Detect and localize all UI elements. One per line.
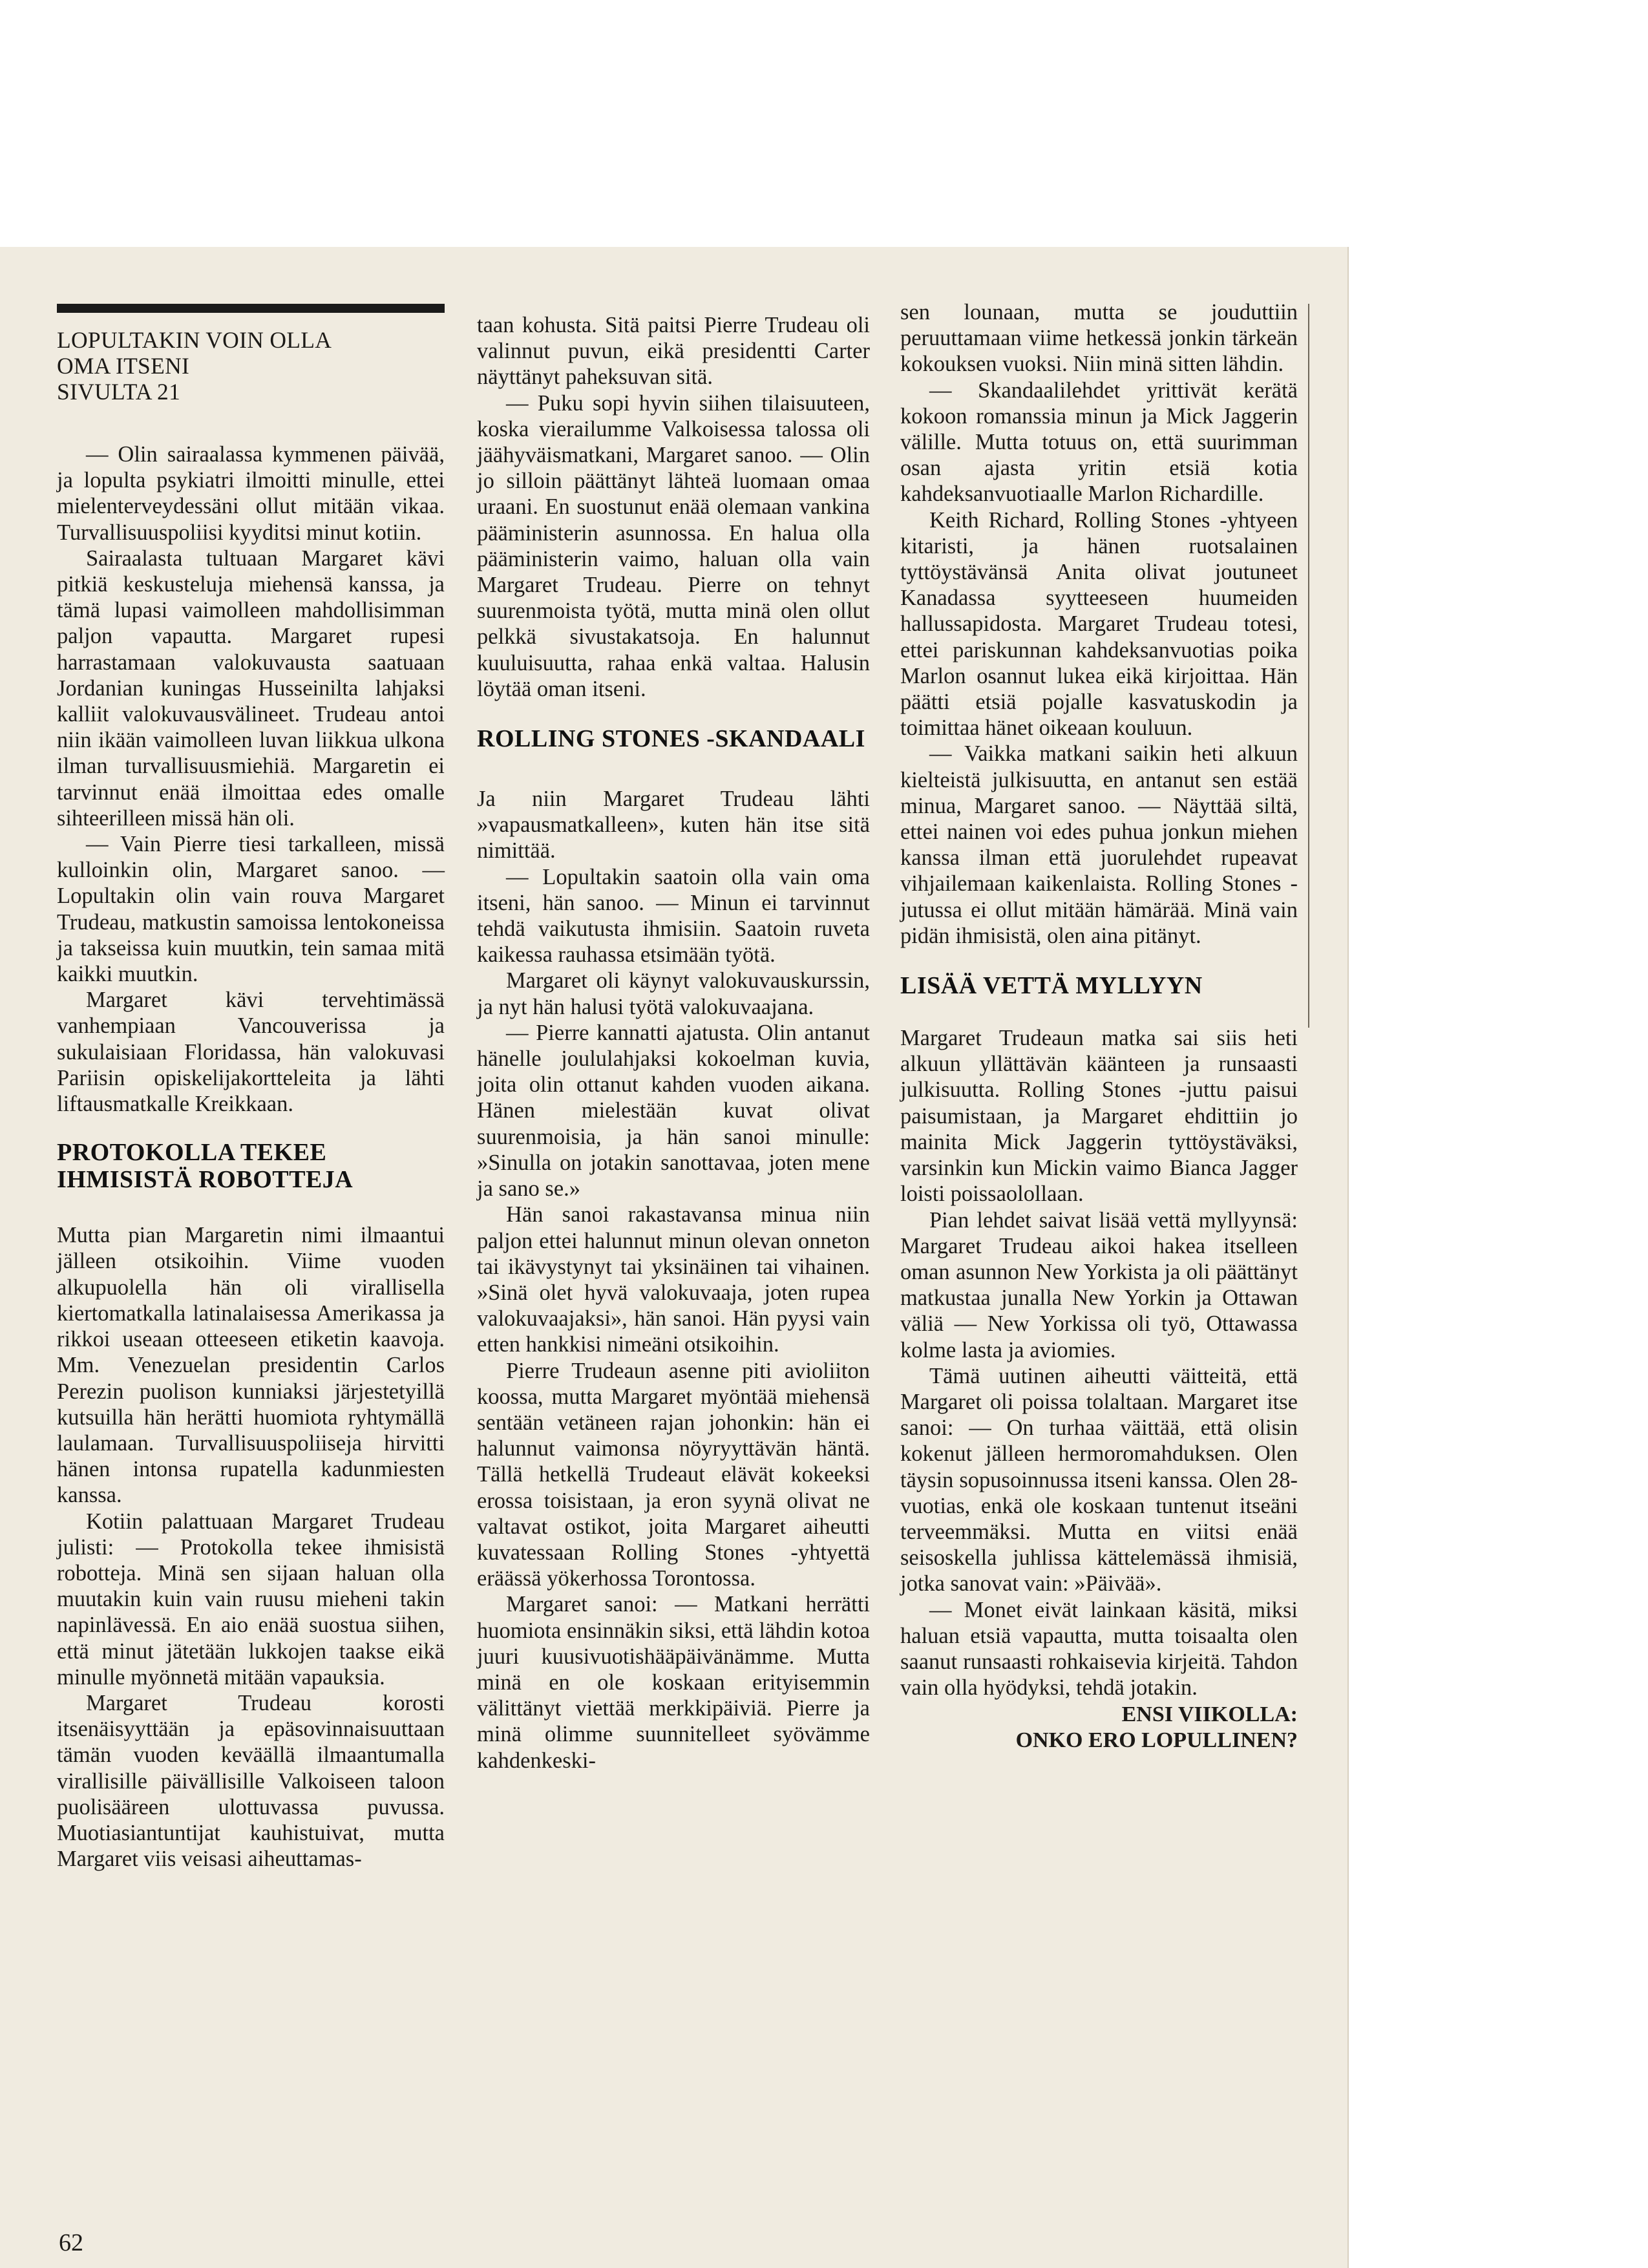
teaser-line: ENSI VIIKOLLA: <box>1121 1702 1298 1727</box>
paragraph: — Vaikka matkani saikin heti alkuun kielteistä julkisuutta, en antanut sen estää minua, Margaret sanoo. — Näyttää siltä, ettei nainen voi edes puhua jonkun miehen kanssa ilman että juorulehdet rupeavat vihjailemaan kaikenlaista. Rolling Stones -jutussa ei ollut mitään hämärää. Minä vain pidän ihmisistä, olen aina pitänyt. <box>900 741 1298 948</box>
continuation-line: SIVULTA 21 <box>57 379 181 405</box>
next-week-teaser <box>900 1702 1298 1754</box>
paragraph: sen lounaan, mutta se jouduttiin peruuttamaan viime hetkessä jonkin tärkeän kokouksen vuoksi. Niin minä sitten lähdin. <box>900 300 1298 377</box>
continuation-line: OMA ITSENI <box>57 353 190 379</box>
paragraph: Pian lehdet saivat lisää vettä myllyynsä: Margaret Trudeau aikoi hakea itselleen oman asunnon New Yorkista ja oli päättänyt matkustaa junalla New Yorkin ja Ottawan väliä — New Yorkissa oli työ, Ottawassa kolme lasta ja aviomies. <box>900 1207 1298 1362</box>
paragraph: Keith Richard, Rolling Stones -yhtyeen kitaristi, ja hänen ruotsalainen tyttöystävänsä Anita olivat joutuneet Kanadassa syytteeseen huumeiden hallussapidosta. Margaret Trudeau totesi, ettei pariskunnan kahdeksanvuotias poika Marlon osannut lukea eikä kirjoittaa. Hän päätti etsiä pojalle kasvatuskodin ja toimittaa hänet oikeaan kouluun. <box>900 507 1298 741</box>
paragraph: Tämä uutinen aiheutti väitteitä, että Margaret oli poissa tolaltaan. Margaret itse sanoi: — On turhaa väittää, että olisin kokenut jälleen hermoromahduksen. Olen täysin sopusoinnussa itseni kanssa. Olen 28-vuotias, enkä ole koskaan tuntenut itseäni terveemmäksi. Mutta en viitsi enää seisoskella juhlissa kättelemässä ihmisiä, jotka sanovat vain: »Päivää». <box>900 1363 1298 1596</box>
paragraph: Sairaalasta tultuaan Margaret kävi pitkiä keskusteluja miehensä kanssa, ja tämä lupasi vaimolleen mahdollisimman paljon vapautta. Margaret rupesi harrastamaan valokuvausta saatuaan Jordanian kuningas Husseinilta lahjaksi kalliit valokuvausvälineet. Trudeau antoi niin ikään vaimolleen luvan liikkua ulkona ilman turvallisuusmiehiä. Margaretin ei tarvinnut enää ilmoittaa edes omalle sihteerilleen missä hän oli. <box>57 546 445 831</box>
paragraph: Margaret Trudeaun matka sai siis heti alkuun yllättävän käänteen ja runsaasti julkisuutta. Rolling Stones -juttu paisui paisumistaan, ja Margaret ehdittiin jo mainita Mick Jaggerin tyttöystäväksi, varsinkin kun Mickin vaimo Bianca Jagger loisti poissaolollaan. <box>900 1026 1298 1207</box>
paragraph: Ja niin Margaret Trudeau lähti »vapausmatkalleen», kuten hän itse sitä nimittää. <box>477 787 870 864</box>
paragraph: — Pierre kannatti ajatusta. Olin antanut hänelle joululahjaksi kokoelman kuvia, joita olin ottanut kahden vuoden aikana. Hänen mielestään kuvat olivat suurenmoisia, ja hän sanoi minulle: »Sinulla on jotakin sanottavaa, joten mene ja sano se.» <box>477 1020 870 1202</box>
paragraph: — Monet eivät lainkaan käsitä, miksi haluan etsiä vapautta, mutta toisaalta olen saanut runsaasti rohkaisevia kirjeitä. Tahdon vain olla hyödyksi, tehdä jotakin. <box>900 1597 1298 1701</box>
top-rule <box>57 304 445 313</box>
paragraph: taan kohusta. Sitä paitsi Pierre Trudeau oli valinnut puvun, eikä presidentti Carter näyttänyt paheksuvan sitä. <box>477 313 870 390</box>
paragraph: Margaret sanoi: — Matkani herrätti huomiota ensinnäkin siksi, että lähdin kotoa juuri kuusivuotishääpäivänämme. Mutta minä en ole koskaan erityisemmin välittänyt viettää merkkipäiviä. Pierre ja minä olimme suunnitelleet syövämme kahdenkeski- <box>477 1592 870 1773</box>
section-heading: LISÄÄ VETTÄ MYLLYYN <box>900 972 1203 1000</box>
continuation-line: LOPULTAKIN VOIN OLLA <box>57 327 332 353</box>
column-3 <box>900 299 1298 1754</box>
paragraph: — Vain Pierre tiesi tarkalleen, missä kulloinkin olin, Margaret sanoo. — Lopultakin olin vain rouva Margaret Trudeau, matkustin samoissa lentokoneissa ja takseissa kuin muutkin, tein samaa mitä kaikki muutkin. <box>57 832 445 987</box>
paragraph: Margaret oli käynyt valokuvauskurssin, ja nyt hän halusi työtä valokuvaajana. <box>477 968 870 1019</box>
column-edge-rule <box>1308 304 1309 1028</box>
paragraph: Kotiin palattuaan Margaret Trudeau julisti: — Protokolla tekee ihmisistä robotteja. Minä sen sijaan haluan olla muutakin kuin vain ruusu mieheni takin napinlävessä. En aio enää suostua siihen, että minut jätetään lukkojen taakse eikä minulle myönnetä mitään vapauksia. <box>57 1509 445 1690</box>
paragraph: Mutta pian Margaretin nimi ilmaantui jälleen otsikoihin. Viime vuoden alkupuolella hän oli virallisella kiertomatkalla latinalaisessa Amerikassa ja rikkoi useaan otteeseen etiketin kaavoja. Mm. Venezuelan presidentin Carlos Perezin puolison kunniaksi järjestetyillä kutsuilla hän herätti huomiota ryhtymällä laulamaan. Turvallisuuspoliiseja hirvitti hänen intonsa rupatella kadunmiesten kanssa. <box>57 1223 445 1508</box>
section-heading: PROTOKOLLA TEKEE IHMISISTÄ ROBOTTEJA <box>57 1139 354 1194</box>
continuation-label <box>57 327 445 405</box>
paragraph: Margaret kävi tervehtimässä vanhempiaan Vancouverissa ja sukulaisiaan Floridassa, hän valokuvasi Pariisin opiskelijakortteleita ja lähti liftausmatkalle Kreikkaan. <box>57 988 445 1117</box>
paragraph: — Skandaalilehdet yrittivät kerätä kokoon romanssia minun ja Mick Jaggerin välille. Mutta totuus on, että suurimman osan ajasta yritin etsiä kotia kahdeksanvuotiaalle Marlon Richardille. <box>900 377 1298 507</box>
column-2 <box>477 312 870 1774</box>
paragraph: — Olin sairaalassa kymmenen päivää, ja lopulta psykiatri ilmoitti minulle, ettei mielenterveydessäni ollut mitään vikaa. Turvallisuuspoliisi kyyditsi minut kotiin. <box>57 442 445 545</box>
paragraph: Pierre Trudeaun asenne piti avioliiton koossa, mutta Margaret myöntää miehensä sentään vetäneen rajan johonkin: hän ei halunnut vaimonsa nöyryyttävän häntä. Tällä hetkellä Trudeaut elävät kokeeksi erossa toisistaan, ja eron syynä olivat ne valtavat ostikot, joita Margaret aiheutti kuvatessaan Rolling Stones -yhtyettä eräässä yökerhossa Torontossa. <box>477 1358 870 1591</box>
paragraph: Margaret Trudeau korosti itsenäisyyttään ja epäsovinnaisuuttaan tämän vuoden keväällä ilmaantumalla virallisille päivällisille Valkoiseen taloon puolisääreen ulottuvassa puvussa. Muotiasiantuntijat kauhistuivat, mutta Margaret viis veisasi aiheuttamas- <box>57 1690 445 1872</box>
paragraph: — Lopultakin saatoin olla vain oma itseni, hän sanoo. — Minun ei tarvinnut tehdä vaikutusta ihmisiin. Saatoin ruveta kaikessa rauhassa etsimään työtä. <box>477 864 870 968</box>
teaser-line: ONKO ERO LOPULLINEN? <box>1015 1728 1298 1753</box>
column-1 <box>57 304 445 1872</box>
section-heading: ROLLING STONES -SKANDAALI <box>477 725 865 753</box>
paragraph: — Puku sopi hyvin siihen tilaisuuteen, koska vierailumme Valkoisessa talossa oli jäähyväismatkani, Margaret sanoo. — Olin jo silloin päättänyt lähteä luomaan omaa uraani. En suostunut enää olemaan vankina pääministerin asunnossa. En halua olla pääministerin vaimo, haluan olla vain Margaret Trudeau. Pierre on tehnyt suurenmoista työtä, mutta minä olen ollut pelkkä sivustakatsoja. En halunnut kuuluisuutta, rahaa enkä valtaa. Halusin löytää oman itseni. <box>477 390 870 701</box>
page-number: 62 <box>59 2229 83 2256</box>
paragraph: Hän sanoi rakastavansa minua niin paljon ettei halunnut minun olevan onneton tai ikävystynyt tai yksinäinen tai vihainen. »Sinä olet hyvä valokuvaaja, joten rupea valokuvaajaksi», hän sanoi. Hän pyysi vain etten hankkisi nimeäni otsikoihin. <box>477 1202 870 1357</box>
